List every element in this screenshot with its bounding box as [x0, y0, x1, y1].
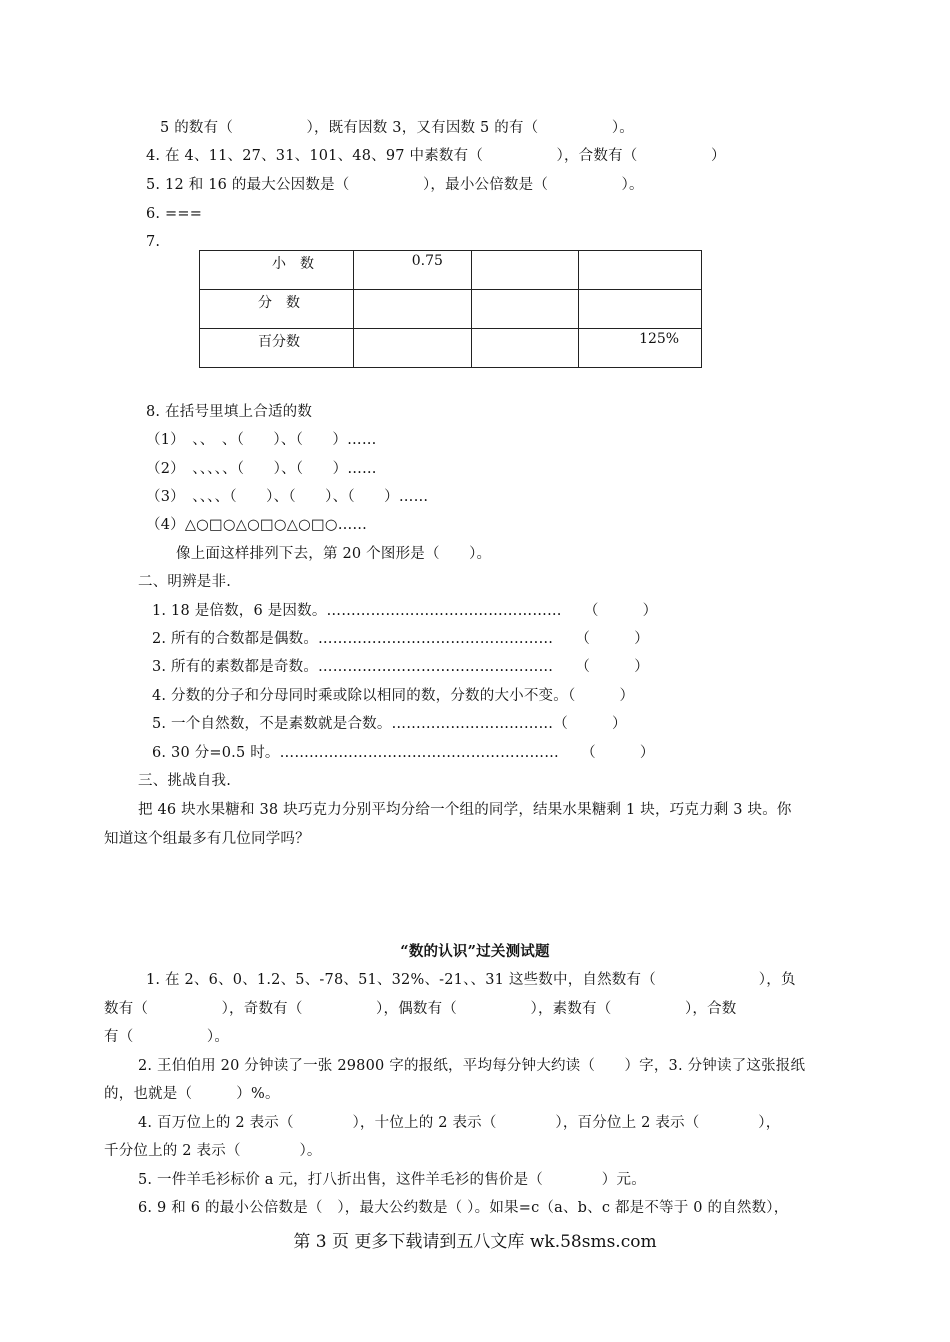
section-heading: 三、挑战自我.: [138, 773, 232, 789]
question-item: （4）△○□○△○□○△○□○……: [146, 517, 368, 533]
paragraph-line: 知道这个组最多有几位同学吗？: [104, 831, 310, 847]
table-cell: 小 数: [200, 251, 354, 290]
test-line: 1. 在 2、6、0、1.2、5、-78、51、32%、-21、、31 这些数中，自然数有（ ），负: [146, 972, 796, 988]
question-note: 像上面这样排列下去，第 20 个图形是（ ）。: [176, 546, 492, 562]
text-line: 4. 在 4、11、27、31、101、48、97 中素数有（ ），合数有（ ）: [146, 148, 726, 164]
judgement-item: 5. 一个自然数，不是素数就是合数。……………………………（ ）: [152, 716, 627, 732]
table-cell: [579, 251, 702, 290]
table-cell: [353, 329, 471, 368]
table-cell: [353, 290, 471, 329]
table-row: [200, 290, 702, 329]
question-item: （1） 、、 、（ ）、（ ）……: [146, 432, 377, 448]
text-line: 7.: [146, 234, 161, 250]
test-line: 5. 一件羊毛衫标价 a 元，打八折出售，这件羊毛衫的售价是（ ）元。: [138, 1172, 646, 1188]
table-cell: 125%: [579, 329, 702, 368]
test-line: 4. 百万位上的 2 表示（ ），十位上的 2 表示（ ），百分位上 2 表示（ ），: [138, 1115, 781, 1131]
table-cell: 0.75: [353, 251, 471, 290]
test-line: 2. 王伯伯用 20 分钟读了一张 29800 字的报纸，平均每分钟大约读（ ）字，3. 分钟读了这张报纸: [138, 1058, 806, 1074]
table-cell: [471, 290, 578, 329]
test-line: 有（ ）。: [104, 1029, 230, 1045]
table-cell: 百分数: [200, 329, 354, 368]
text-line: 6. ===: [146, 206, 203, 222]
judgement-item: 4. 分数的分子和分母同时乘或除以相同的数，分数的大小不变。（ ）: [152, 688, 635, 704]
test-line: 千分位上的 2 表示（ ）。: [104, 1143, 322, 1159]
section-heading: 二、明辨是非.: [138, 574, 232, 590]
question-item: （3） 、、、、（ ）、（ ）、（ ）……: [146, 489, 429, 505]
judgement-item: 3. 所有的素数都是奇数。………………………………………… （ ）: [152, 659, 649, 675]
judgement-item: 6. 30 分=0.5 时。………………………………………………… （ ）: [152, 745, 655, 761]
text-line: 5. 12 和 16 的最大公因数是（ ），最小公倍数是（ ）。: [146, 177, 644, 193]
test-title: “数的认识”过关测试题: [400, 943, 550, 960]
test-line: 数有（ ），奇数有（ ），偶数有（ ），素数有（ ），合数: [104, 1001, 737, 1017]
conversion-table: [199, 250, 702, 368]
table-cell: 分 数: [200, 290, 354, 329]
table-row: [200, 251, 702, 290]
judgement-item: 1. 18 是倍数，6 是因数。………………………………………… （ ）: [152, 603, 658, 619]
table-cell: [471, 329, 578, 368]
judgement-item: 2. 所有的合数都是偶数。………………………………………… （ ）: [152, 631, 649, 647]
table-row: [200, 329, 702, 368]
test-line: 6. 9 和 6 的最小公倍数是（ ），最大公约数是（ ）。如果=c（a、b、c 都是不等于 0 的自然数），: [138, 1200, 789, 1216]
table-cell: [471, 251, 578, 290]
test-line: 的，也就是（ ）%。: [104, 1086, 280, 1102]
question-title: 8. 在括号里填上合适的数: [146, 404, 313, 420]
text-line: 5 的数有（ ），既有因数 3，又有因数 5 的有（ ）。: [160, 120, 635, 136]
paragraph-line: 把 46 块水果糖和 38 块巧克力分别平均分给一个组的同学，结果水果糖剩 1 块，巧克力剩 3 块。你: [138, 802, 792, 818]
table-cell: [579, 290, 702, 329]
page-footer: 第 3 页 更多下载请到五八文库 wk.58sms.com: [293, 1232, 657, 1252]
question-item: （2） 、、、、、（ ）、（ ）……: [146, 461, 377, 477]
